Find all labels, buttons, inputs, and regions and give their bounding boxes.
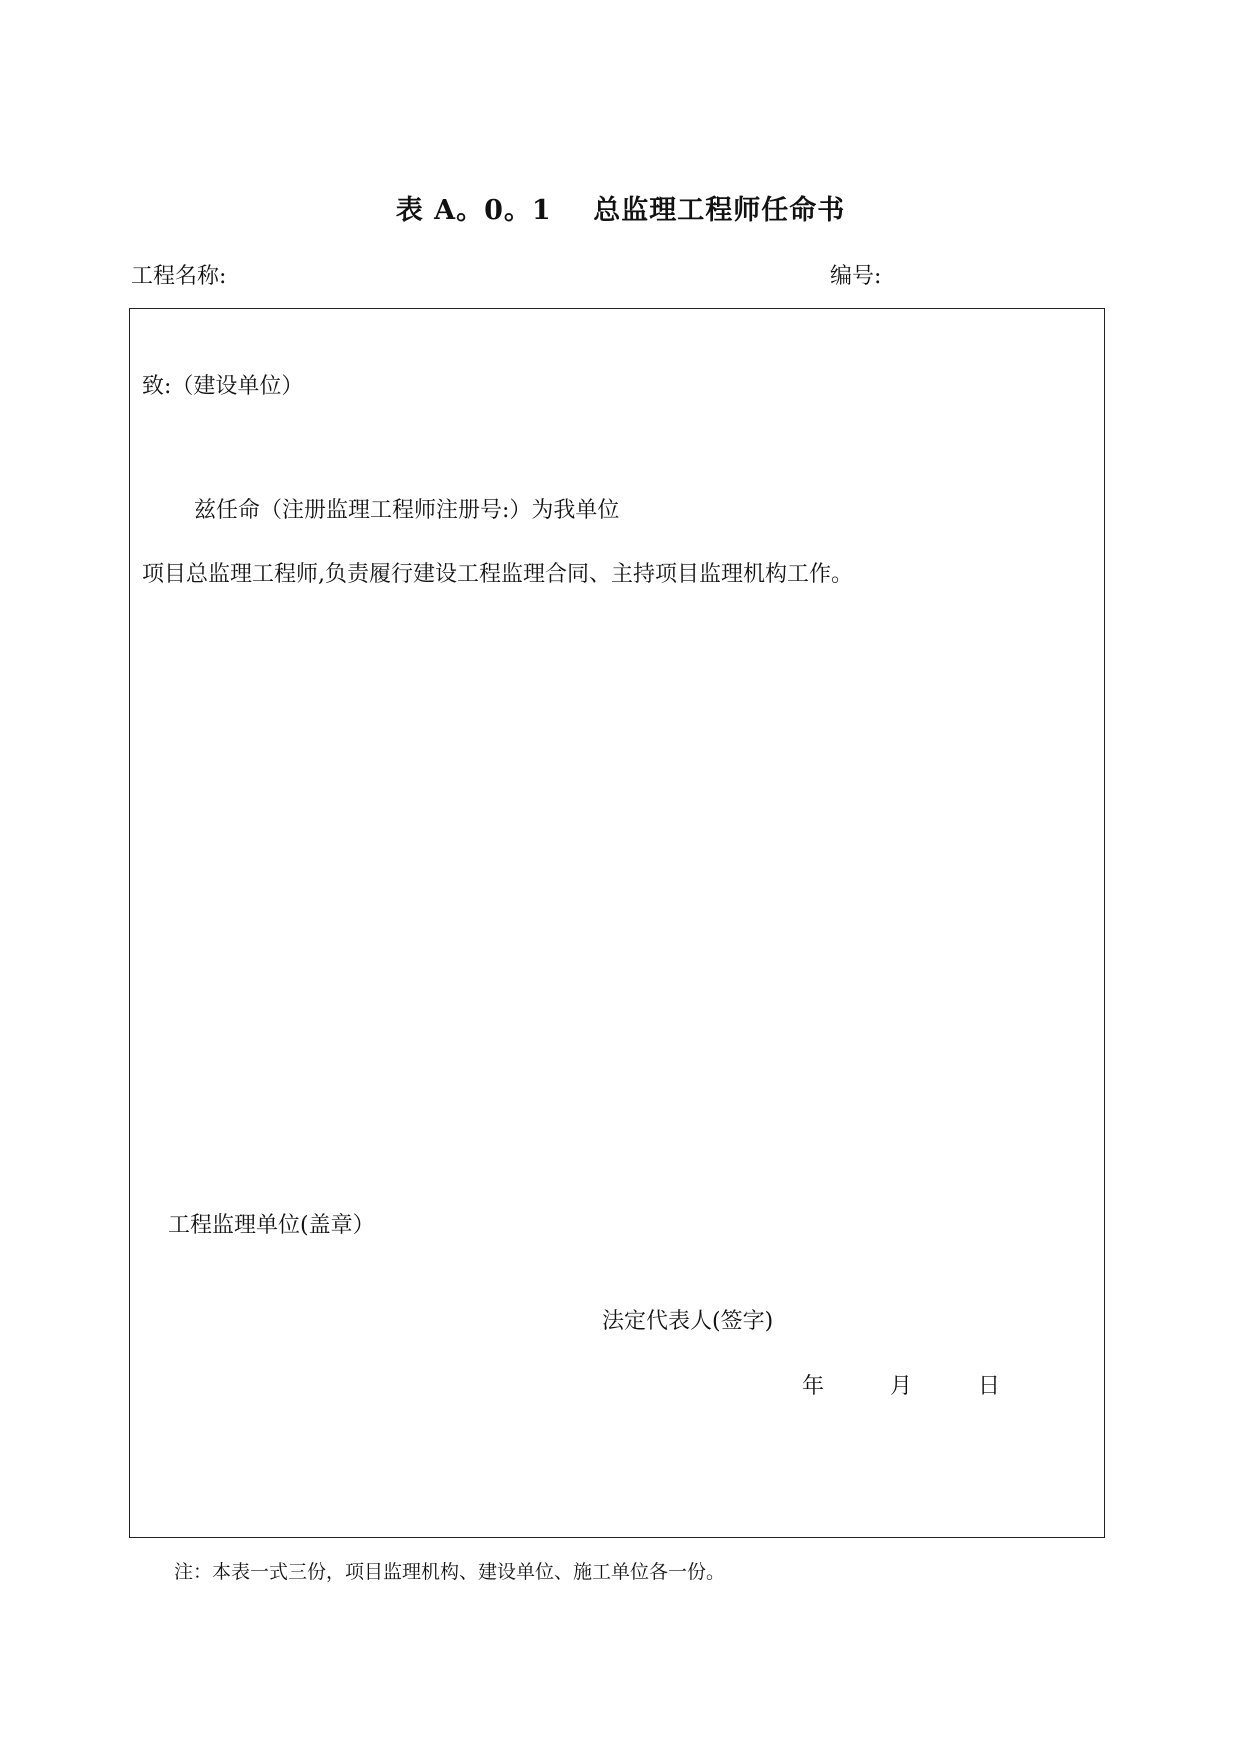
date-day-label: 日 <box>978 1374 1001 1399</box>
addressee-line: 致:（建设单位） <box>142 374 304 399</box>
project-name-label: 工程名称: <box>131 264 227 289</box>
number-label: 编号: <box>830 264 882 289</box>
form-box <box>129 308 1105 1538</box>
date-month-label: 月 <box>890 1374 913 1399</box>
appointment-line-2: 项目总监理工程师,负责履行建设工程监理合同、主持项目监理机构工作。 <box>142 562 853 587</box>
footnote: 注：本表一式三份，项目监理机构、建设单位、施工单位各一份。 <box>174 1561 726 1583</box>
date-year-label: 年 <box>802 1374 825 1399</box>
appointment-line-1: 兹任命（注册监理工程师注册号:）为我单位 <box>194 498 620 523</box>
document-title: 表 A。0。1 总监理工程师任命书 <box>395 195 846 226</box>
supervision-unit-seal-label: 工程监理单位(盖章） <box>168 1213 375 1238</box>
legal-representative-signature-label: 法定代表人(签字) <box>602 1309 774 1334</box>
